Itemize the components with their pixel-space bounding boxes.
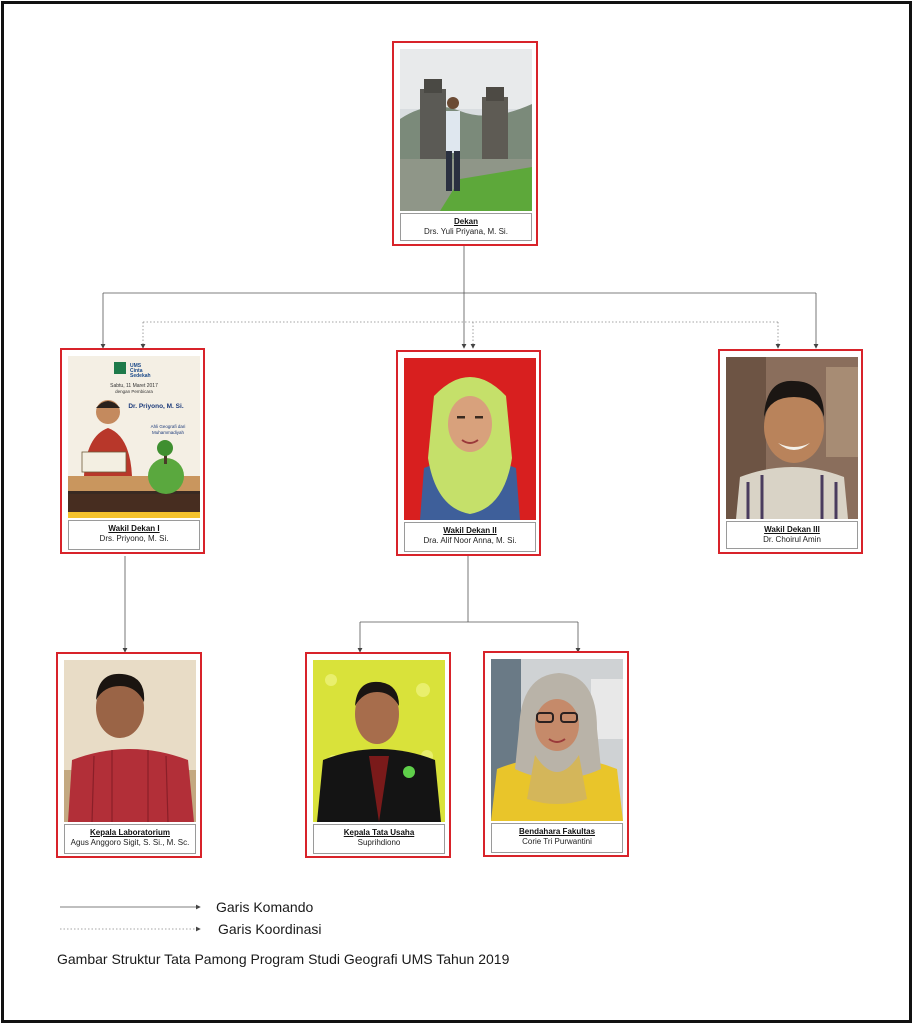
kepala-tata-usaha-photo xyxy=(313,660,445,822)
legend-koordinasi-label: Garis Koordinasi xyxy=(218,921,322,937)
bendahara-fakultas-name: Corie Tri Purwantini xyxy=(522,837,592,846)
dekan-label xyxy=(400,213,532,241)
ums-logo-icon xyxy=(114,362,126,374)
kepala-tata-usaha-card xyxy=(305,652,451,858)
kepala-tata-usaha-name: Suprihdiono xyxy=(357,838,401,847)
coordination-lines xyxy=(143,322,778,348)
kepala-laboratorium-role: Kepala Laboratorium xyxy=(89,828,170,837)
wakil-dekan-3-label xyxy=(726,521,858,549)
dekan-role: Dekan xyxy=(453,217,478,226)
wakil-dekan-2-name: Dra. Alif Noor Anna, M. Si. xyxy=(423,536,517,545)
wakil-dekan-1-name: Drs. Priyono, M. Si. xyxy=(99,534,169,543)
kepala-tata-usaha-role: Kepala Tata Usaha xyxy=(343,828,415,837)
kepala-laboratorium-name: Agus Anggoro Sigit, S. Si., M. Sc. xyxy=(70,838,190,847)
wakil-dekan-2-card xyxy=(396,350,541,556)
wakil-dekan-3-card xyxy=(718,349,863,554)
wakil-dekan-1-role: Wakil Dekan I xyxy=(108,524,160,533)
kepala-laboratorium-card xyxy=(56,652,202,858)
wakil-dekan-3-photo xyxy=(726,357,858,519)
legend-lines xyxy=(60,907,200,929)
dekan-name: Drs. Yuli Priyana, M. Si. xyxy=(424,227,508,236)
poster-speaker-desc1: Ahli Geografi dari xyxy=(150,424,186,429)
bendahara-fakultas-card xyxy=(483,651,629,857)
wakil-dekan-3-name: Dr. Choirul Amin xyxy=(763,535,821,544)
wakil-dekan-2-role: Wakil Dekan II xyxy=(443,526,497,535)
legend-komando-label: Garis Komando xyxy=(216,899,314,915)
poster-date: Sabtu, 11 Maret 2017 xyxy=(110,383,158,389)
poster-brand-line3: Sedekah xyxy=(130,373,151,379)
wakil-dekan-3-role: Wakil Dekan III xyxy=(764,525,820,534)
bendahara-fakultas-label xyxy=(491,823,623,853)
poster-speaker: Dr. Priyono, M. Si. xyxy=(128,403,184,410)
kepala-tata-usaha-label xyxy=(313,824,445,854)
poster-brand-line1: UMS xyxy=(130,363,142,369)
poster-subtitle: dengan Pembicara xyxy=(115,389,153,394)
figure-caption: Gambar Struktur Tata Pamong Program Studi Geografi UMS Tahun 2019 xyxy=(57,951,510,967)
wakil-dekan-1-photo xyxy=(68,356,200,518)
kepala-laboratorium-photo xyxy=(64,660,196,822)
wakil-dekan-1-card xyxy=(60,348,205,554)
dekan-photo xyxy=(400,49,532,211)
dekan-card xyxy=(392,41,538,246)
poster-speaker-desc2: Muhammadiyah xyxy=(151,430,185,435)
poster-brand-line2: Cinta xyxy=(130,368,143,374)
wakil-dekan-1-label xyxy=(68,520,200,550)
wakil-dekan-2-photo xyxy=(404,358,536,520)
bendahara-fakultas-photo xyxy=(491,659,623,821)
kepala-laboratorium-label xyxy=(64,824,196,854)
bendahara-fakultas-role: Bendahara Fakultas xyxy=(518,827,596,836)
wakil-dekan-2-label xyxy=(404,522,536,552)
